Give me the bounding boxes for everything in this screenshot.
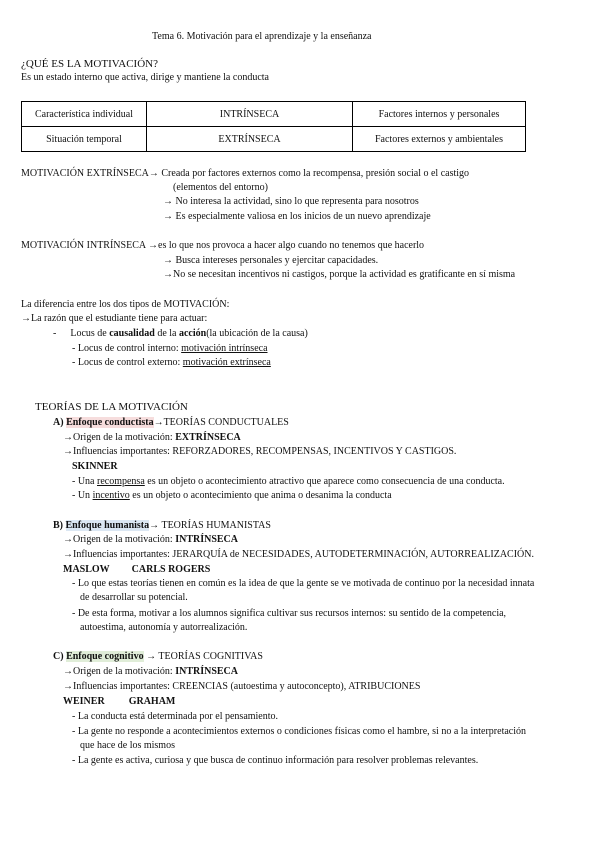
- teoria-b-autores: [63, 564, 210, 576]
- bullet-post: es un objeto o acontecimiento atractivo que aparece como consecuencia de una conducta.: [144, 476, 505, 487]
- table-row: [22, 127, 526, 152]
- table-cell: EXTRÍNSECA: [147, 127, 353, 152]
- locus-interno-pre: - Locus de control interno:: [72, 343, 182, 354]
- teoria-c-letter: C): [53, 651, 64, 662]
- arrow-icon: →: [63, 549, 73, 560]
- extrinseca-label: MOTIVACIÓN EXTRÍNSECA: [21, 168, 149, 179]
- intrinseca-line3: [163, 269, 515, 281]
- teoria-a-heading: [53, 417, 289, 429]
- table-cell: INTRÍNSECA: [147, 102, 353, 127]
- teoria-b-title: TEORÍAS HUMANISTAS: [161, 520, 271, 531]
- extrinseca-text3: Es especialmente valiosa en los inicios de un nuevo aprendizaje: [175, 211, 431, 222]
- intrinseca-line2: [163, 255, 378, 267]
- teoria-a-enfoque: Enfoque conductista: [66, 417, 154, 428]
- teoria-a-letter: A): [53, 417, 64, 428]
- incentivo-term: incentivo: [92, 490, 130, 501]
- locus-externo-line: [72, 357, 271, 369]
- teoria-c-autores: [63, 696, 175, 708]
- teoria-c-autor2: GRAHAM: [128, 696, 176, 707]
- teorias-heading: TEORÍAS DE LA MOTIVACIÓN: [35, 401, 188, 413]
- arrow-icon: →: [163, 196, 173, 207]
- teoria-c-enfoque: Enfoque cognitivo: [66, 651, 144, 662]
- dash-bullet: -: [53, 328, 57, 339]
- locus-interno-link: motivación intrínseca: [181, 343, 268, 354]
- table-row: [22, 102, 526, 127]
- recompensa-term: recompensa: [97, 476, 145, 487]
- locus-accion: acción: [178, 328, 207, 339]
- teoria-a-origen-value: EXTRÍNSECA: [175, 432, 241, 443]
- teoria-c-origen-pre: Origen de la motivación:: [73, 666, 176, 677]
- teoria-c-bullet2: - La gente no responde a acontecimientos externos o condiciones físicas como el hambre, si no a la interpretación: [72, 726, 527, 737]
- intrinseca-text2: Busca intereses personales y ejercitar capacidades.: [175, 255, 379, 266]
- intrinseca-text3: No se necesitan incentivos ni castigos, porque la actividad es gratificante en sí misma: [173, 269, 516, 280]
- extrinseca-text2: No interesa la actividad, sino lo que representa para nosotros: [175, 196, 419, 207]
- table-cell: Factores externos y ambientales: [353, 127, 526, 152]
- table-cell: Factores internos y personales: [353, 102, 526, 127]
- locus-externo-pre: - Locus de control externo:: [72, 357, 183, 368]
- teoria-b-heading: [53, 520, 271, 532]
- teoria-b-letter: B): [53, 520, 63, 531]
- teoria-c-influencias: [63, 681, 420, 693]
- table-cell: Situación temporal: [22, 127, 147, 152]
- teoria-c-bullet3: - La gente es activa, curiosa y que busca de continuo información para resolver problemas relevantes.: [72, 755, 479, 766]
- teoria-c-origen: [63, 666, 238, 678]
- teoria-c-bullet1: - La conducta está determinada por el pensamiento.: [72, 711, 279, 722]
- extrinseca-line1: [21, 168, 469, 180]
- teoria-a-origen-pre: Origen de la motivación:: [73, 432, 176, 443]
- arrow-icon: →: [149, 520, 160, 531]
- teoria-c-title: TEORÍAS COGNITIVAS: [158, 651, 263, 662]
- arrow-icon: →: [63, 666, 73, 677]
- teoria-c-autor1: WEINER: [63, 696, 105, 707]
- teoria-b-autor2: CARLS ROGERS: [131, 564, 211, 575]
- arrow-icon: →: [63, 432, 73, 443]
- teoria-a-autor: SKINNER: [72, 461, 118, 472]
- section-heading-que-es: ¿QUÉ ES LA MOTIVACIÓN?: [21, 58, 158, 70]
- intrinseca-line1: [21, 240, 424, 252]
- arrow-icon: →: [148, 240, 159, 251]
- teoria-a-bullet1: [72, 476, 505, 488]
- teoria-a-autores: [72, 461, 118, 473]
- bullet-pre: - Un: [72, 490, 93, 501]
- arrow-icon: →: [163, 269, 173, 280]
- arrow-icon: →: [146, 651, 157, 662]
- diferencia-line2: [21, 313, 207, 325]
- arrow-icon: →: [163, 255, 173, 266]
- locus-causalidad: causalidad: [109, 328, 155, 339]
- locus-line: [53, 328, 308, 340]
- locus-mid: de la: [154, 328, 179, 339]
- teoria-b-influencias: [63, 549, 534, 561]
- locus-pre: Locus de: [70, 328, 110, 339]
- teoria-c-influencias-text: Influencias importantes: CREENCIAS (autoestima y autoconcepto), ATRIBUCIONES: [73, 681, 421, 692]
- teoria-a-bullet2: [72, 490, 392, 502]
- intrinseca-text1: es lo que nos provoca a hacer algo cuando no tenemos que hacerlo: [158, 240, 425, 251]
- teoria-b-origen-value: INTRÍNSECA: [175, 534, 238, 545]
- teoria-b-bullet2-cont: autoestima, autonomía y autorrealización.: [80, 622, 248, 633]
- arrow-icon: →: [163, 211, 173, 222]
- teoria-a-title: TEORÍAS CONDUCTUALES: [163, 417, 289, 428]
- bullet-post: es un objeto o acontecimiento que anima o desanima la conducta: [129, 490, 392, 501]
- table-cell: Característica individual: [22, 102, 147, 127]
- arrow-icon: →: [148, 168, 159, 179]
- extrinseca-line1b: (elementos del entorno): [173, 182, 268, 193]
- teoria-a-influencias: [63, 446, 456, 458]
- teoria-c-origen-value: INTRÍNSECA: [175, 666, 238, 677]
- locus-post: (la ubicación de la causa): [206, 328, 308, 339]
- intrinseca-label: MOTIVACIÓN INTRÍNSECA: [21, 240, 146, 251]
- arrow-icon: →: [63, 681, 73, 692]
- teoria-b-origen: [63, 534, 238, 546]
- teoria-b-bullet1: - Lo que estas teorías tienen en común es la idea de que la gente se ve motivada de continuo por la necesidad innata: [72, 578, 535, 589]
- extrinseca-text1: Creada por factores externos como la recompensa, presión social o el castigo: [161, 168, 470, 179]
- characteristics-table: [21, 101, 526, 152]
- teoria-b-bullet2: - De esta forma, motivar a los alumnos significa cultivar sus recursos internos: su sentido de la competencia,: [72, 608, 507, 619]
- arrow-icon: →: [63, 534, 73, 545]
- extrinseca-line2: [163, 196, 419, 208]
- teoria-b-bullet1-cont: de desarrollar su potencial.: [80, 592, 188, 603]
- document-title: Tema 6. Motivación para el aprendizaje y la enseñanza: [152, 31, 372, 42]
- teoria-b-influencias-text: Influencias importantes: JERARQUÍA de NECESIDADES, AUTODETERMINACIÓN, AUTORREALIZACIÓN.: [73, 549, 534, 560]
- teoria-c-bullet2-cont: que hace de los mismos: [80, 740, 175, 751]
- diferencia-line1: La diferencia entre los dos tipos de MOTIVACIÓN:: [21, 299, 230, 310]
- teoria-c-heading: [53, 651, 263, 663]
- definition-text: Es un estado interno que activa, dirige y mantiene la conducta: [21, 72, 269, 83]
- extrinseca-line3: [163, 211, 431, 223]
- arrow-icon: →: [63, 446, 73, 457]
- teoria-b-enfoque: Enfoque humanista: [65, 520, 150, 531]
- locus-externo-link: motivación extrínseca: [182, 357, 271, 368]
- bullet-pre: - Una: [72, 476, 97, 487]
- locus-interno-line: [72, 343, 268, 355]
- arrow-icon: →: [21, 313, 31, 324]
- teoria-a-influencias-text: Influencias importantes: REFORZADORES, RECOMPENSAS, INCENTIVOS Y CASTIGOS.: [73, 446, 457, 457]
- teoria-b-origen-pre: Origen de la motivación:: [73, 534, 176, 545]
- arrow-icon: →: [153, 417, 164, 428]
- teoria-a-origen: [63, 432, 241, 444]
- diferencia-text2: La razón que el estudiante tiene para actuar:: [31, 313, 208, 324]
- teoria-b-autor1: MASLOW: [63, 564, 110, 575]
